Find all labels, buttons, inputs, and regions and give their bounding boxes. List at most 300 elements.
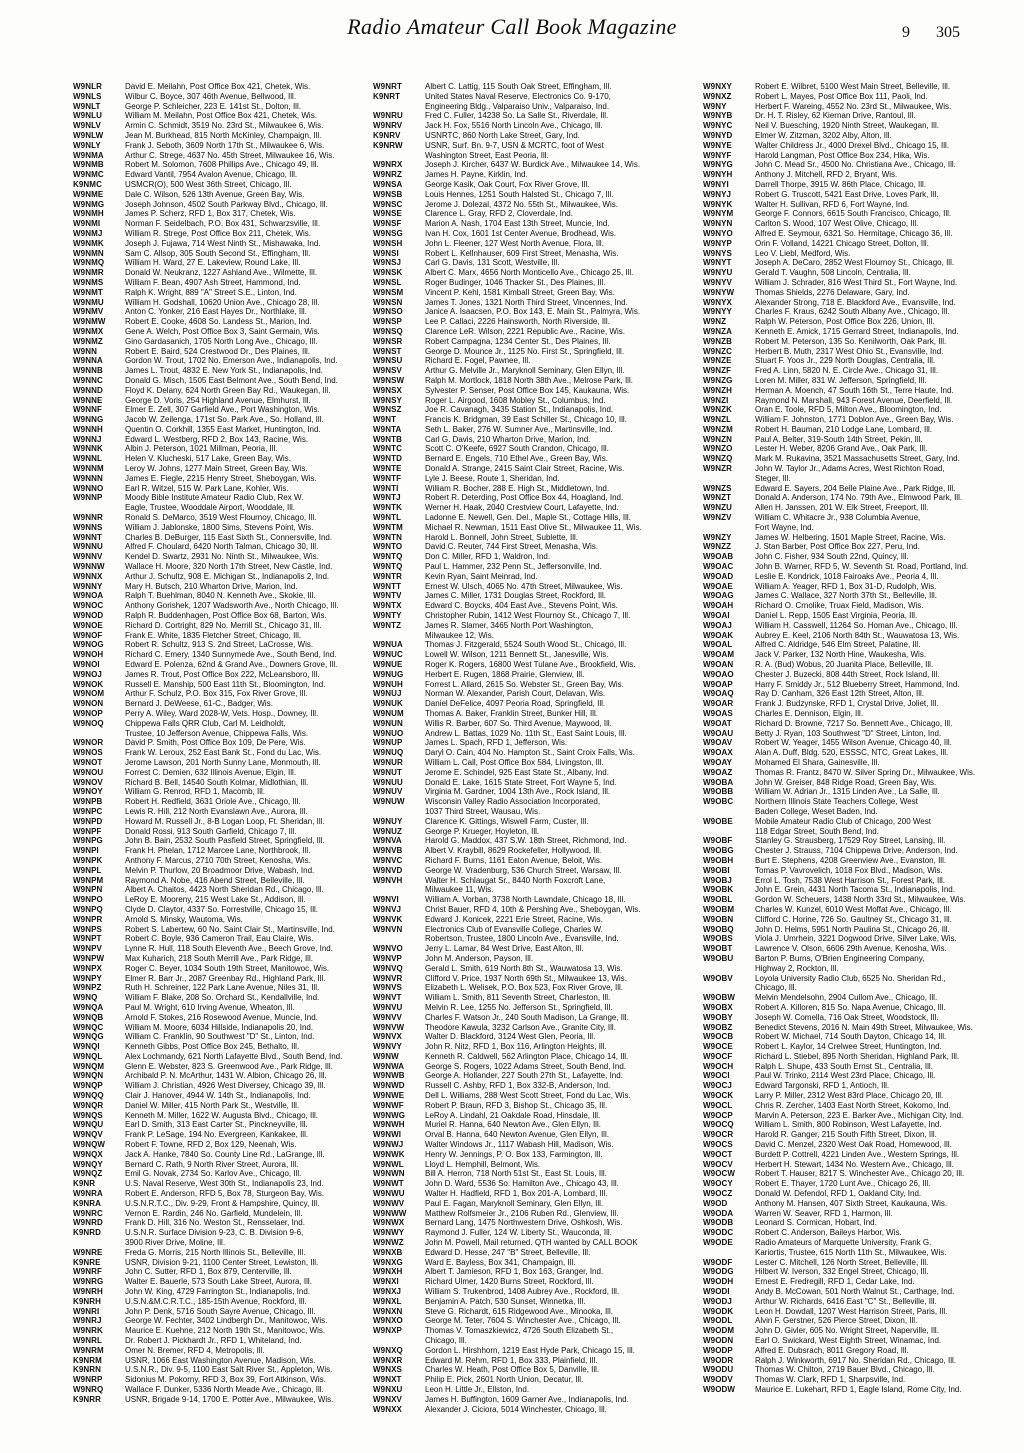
call-sign: W9NZT	[703, 493, 732, 503]
call-entry	[73, 180, 365, 190]
call-entry	[703, 229, 1001, 239]
call-sign: W9NQM	[73, 1061, 105, 1071]
entry-text: Milwaukee 12, Wis.	[425, 630, 494, 640]
call-entry	[373, 1003, 691, 1013]
entry-text: Jean M. Burkhead, 815 North McKinley, Champaign, Ill.	[125, 130, 322, 140]
call-sign: W9NSI	[373, 248, 399, 258]
call-sign	[373, 807, 425, 817]
entry-text: Richard Ulmer, 1420 Burns Street, Rockford, Ill.	[425, 1277, 594, 1287]
call-entry	[73, 1120, 365, 1130]
call-sign: W9OAS	[703, 709, 733, 718]
entry-text: David C. Reuter, 744 First Street, Menasha, Wis.	[425, 542, 598, 552]
call-entry	[373, 327, 691, 337]
call-entry	[73, 680, 365, 690]
entry-text: James L. Trout, 4832 E. New York St., Indianapolis, Ind.	[125, 366, 323, 376]
call-entry	[703, 964, 1001, 974]
call-entry	[703, 131, 1001, 141]
entry-text: Electronics Club of Evansville College, Charles W.	[425, 924, 603, 934]
call-entry	[703, 983, 1001, 993]
entry-text: Chippewa Falls QRR Club, Carl M. Leidholdt,	[125, 718, 286, 728]
call-entry	[703, 1297, 1001, 1307]
call-entry	[73, 993, 365, 1003]
call-sign: W9NWL	[373, 1159, 404, 1169]
call-entry	[703, 748, 1001, 758]
call-sign: W9NSW	[373, 375, 405, 385]
entry-text: Lynne R. Hull, 118 South Eleventh Ave., Beech Grove, Ind.	[125, 944, 333, 954]
call-entry	[373, 121, 691, 131]
call-sign: W9OBF	[703, 836, 733, 846]
entry-text: Alan A. Duff, Bldg. 520, ESSSC, NTC, Great Lakes, Ill.	[755, 748, 949, 758]
entry-text: Kariortis, Trustee, 615 North 11th St., Milwaukee, Wis.	[755, 1247, 947, 1257]
entry-text: Joseph W. Comella, 716 Oak Street, Woodstock, Ill.	[755, 1012, 939, 1022]
call-sign: W9OCP	[703, 1110, 733, 1120]
call-entry	[373, 827, 691, 837]
call-sign: K9NR	[73, 1179, 96, 1189]
call-sign: W9NSO	[373, 307, 403, 317]
call-sign: K9NRW	[373, 140, 403, 150]
entry-text: Bernard Lang, 1475 Northwestern Drive, Oshkosh, Wis.	[425, 1218, 623, 1228]
call-sign: W9NTQ	[373, 562, 403, 572]
entry-text: Darrell Thorpe, 3915 W. 86th Place, Chicago, Ill.	[755, 179, 927, 189]
entry-text: Frank P. LeSage, 194 No. Evergreen, Kankakee, Ill.	[125, 1130, 309, 1140]
call-sign: W9NQW	[73, 1140, 106, 1150]
entry-text: Viola J. Umrhein, 3221 Dogwood Drive, Silver Lake, Wis.	[755, 934, 957, 944]
call-entry	[73, 797, 365, 807]
entry-text: Frank J. Seboth, 3609 North 17th St., Milwaukee 6, Wis.	[125, 140, 325, 150]
entry-text: Clifford V. Price, 1937 North 69th St., Milwaukee 13, Wis.	[425, 973, 627, 983]
call-sign	[373, 885, 425, 895]
call-entry	[373, 934, 691, 944]
entry-text: Robert H. Bauman, 210 Lodge Lane, Lombard, Ill.	[755, 424, 932, 434]
entry-text: Arthur W. Richards, 6416 East "C" St., Belleville, Ill.	[755, 1296, 937, 1306]
call-sign: W9NMQ	[73, 258, 105, 268]
call-sign: W9OCL	[703, 1100, 733, 1110]
entry-text: Edward E. Sayers, 204 Belle Plaine Ave., Park Ridge, Ill.	[755, 483, 956, 493]
call-entry	[703, 1091, 1001, 1101]
call-entry	[703, 425, 1001, 435]
entry-text: George D. Voris, 254 Highland Avenue, Elmhurst, Ill.	[125, 395, 311, 405]
call-sign: W9NON	[73, 699, 104, 709]
call-entry	[73, 1169, 365, 1179]
call-entry	[373, 846, 691, 856]
entry-text: Elmer R. Barr Jr., 2087 Greenbay Rd., Highland Park, Ill.	[125, 973, 326, 983]
call-sign: W9ODV	[703, 1375, 733, 1385]
call-sign: W9OCB	[703, 1032, 734, 1042]
entry-text: Highway 2, Rockton, Ill.	[755, 963, 839, 973]
call-entry	[373, 82, 691, 92]
entry-text: Tomas P. Vavrovelich, 1018 Fox Blvd., Madison, Wis.	[755, 865, 943, 875]
call-sign: W9NN	[73, 346, 97, 356]
entry-text: Roger K. Rogers, 16800 West Tulane Ave., Brookfield, Wis.	[425, 660, 636, 670]
entry-text: John W. King, 4729 Farrington St., Indianapolis, Ind.	[125, 1287, 310, 1297]
call-entry	[703, 827, 1001, 837]
entry-text: Charles W. Kunzel, 6010 West Moffat Ave., Chicago, Ill.	[755, 904, 952, 914]
call-entry	[373, 151, 691, 161]
entry-text: Ronald S. DeMarco, 3519 West Flournoy, Chicago, Ill.	[125, 513, 317, 523]
entry-text: Joseph J. Fujawa, 714 West Ninth St., Mishawaka, Ind.	[125, 238, 321, 248]
entry-text: William J. Jablonske, 1800 Sims, Stevens Point, Wis.	[125, 522, 314, 532]
call-sign: W9NXZ	[703, 91, 732, 101]
call-sign: W9NRP	[73, 1375, 103, 1385]
call-sign	[373, 631, 425, 641]
call-entry	[703, 151, 1001, 161]
call-sign: W9NRI	[73, 1306, 100, 1316]
entry-text: George W. Fechter, 3402 Lindbergh Dr., Manitowoc, Wis.	[125, 1316, 328, 1326]
call-entry	[703, 729, 1001, 739]
call-entry	[73, 82, 365, 92]
call-sign: W9NRV	[373, 121, 403, 131]
entry-text: George A. Hollander, 227 South 27th St., Lafayette, Ind.	[425, 1071, 623, 1081]
entry-text: Richard E. Fogel, Pawnee, Ill.	[425, 356, 531, 366]
call-sign: W9NTF	[373, 473, 402, 483]
call-entry	[73, 1346, 365, 1356]
call-entry	[373, 209, 691, 219]
entry-text: Donald A. Strange, 2415 Saint Clair Street, Racine, Wis.	[425, 464, 625, 474]
entry-text: Engineering Bldg., Valparaiso Univ., Valparaiso, Ind.	[425, 101, 610, 111]
call-entry	[703, 141, 1001, 151]
entry-text: Thomas W. Chilton, 2719 Bauer Blvd., Chicago, Ill.	[755, 1365, 935, 1375]
call-entry	[373, 484, 691, 494]
call-sign: W9NQL	[73, 1051, 103, 1061]
call-entry	[703, 268, 1001, 278]
call-entry	[703, 817, 1001, 827]
call-sign: W9NZL	[703, 415, 732, 425]
listing-column-3	[703, 82, 1001, 1394]
call-entry	[373, 1218, 691, 1228]
call-entry	[373, 1140, 691, 1150]
call-entry	[703, 836, 1001, 846]
call-entry	[73, 317, 365, 327]
call-entry	[703, 866, 1001, 876]
entry-text: Muriel R. Hanna, 640 Newton Ave., Glen Ellyn, Ill.	[425, 1120, 601, 1130]
call-sign: W9OCF	[703, 1051, 733, 1061]
entry-text: Anthony M. Hansen, 407 Sixth Street, Kaukauna, Wis.	[755, 1198, 948, 1208]
call-entry	[703, 1189, 1001, 1199]
entry-text: Anthony J. Mitchell, RFD 2, Bryant, Wis.	[755, 170, 898, 180]
call-sign: W9NNA	[73, 356, 103, 366]
call-sign: W9NTE	[373, 464, 402, 474]
entry-text: Frank W. Leroux, 252 East Bank St., Fond du Lac, Wis.	[125, 748, 322, 758]
call-entry	[73, 925, 365, 935]
entry-text: George S. Rogers, 1022 Adams Street, South Bend, Ind.	[425, 1061, 627, 1071]
entry-text: Jacob W. Zeilenga, 171st So. Park Ave., So. Holland, Ill.	[125, 415, 324, 425]
entry-text: Benjamin A. Patch, 530 Sunset, Winnetka, Ill.	[425, 1296, 586, 1306]
entry-text: Robert E. Thayer, 1720 Lunt Ave., Chicago 26, Ill.	[755, 1179, 931, 1189]
entry-text: Clyde D. Claytor, 4337 So. Forrestville, Chicago 15, Ill.	[125, 904, 318, 914]
entry-text: James R. Trout, Post Office Box 222, McLeansboro, Ill.	[125, 669, 320, 679]
entry-text: Joseph J. Kircher, 6437 W. Burdick Ave., Milwaukee 14, Wis.	[425, 160, 641, 170]
call-sign: W9NVH	[373, 875, 403, 885]
entry-text: Kenneth R. Caldwell, 562 Arlington Place, Chicago 14, Ill.	[425, 1051, 629, 1061]
call-entry	[703, 1258, 1001, 1268]
entry-text: Radio Amateurs of Marquette University, Frank G.	[755, 1238, 932, 1248]
call-entry	[703, 444, 1001, 454]
entry-text: Archibald P. N. McArthur, 1431 W. Albion, Chicago 26, Ill.	[125, 1071, 327, 1081]
entry-text: Walter H. Schlaugat Sr., 8440 North Foxcroft Lane,	[425, 875, 606, 885]
call-sign: W9NWN	[373, 1169, 405, 1179]
call-sign: W9NVQ	[373, 963, 403, 973]
call-sign: W9OAX	[703, 748, 733, 758]
entry-text: Clarence L. Gray, RFD 2, Cloverdale, Ind.	[425, 209, 573, 219]
call-entry	[373, 425, 691, 435]
entry-text: William J. Schrader, 816 West Third St., Fort Wayne, Ind.	[755, 277, 958, 287]
call-entry	[703, 601, 1001, 611]
call-entry	[73, 1326, 365, 1336]
entry-text: Herbert H. Stewart, 1434 No. Western Ave., Chicago, Ill.	[755, 1159, 954, 1169]
call-sign: W9NLV	[73, 121, 101, 131]
call-entry	[373, 660, 691, 670]
entry-text: Gerald T. Vaughn, 508 Lincoln, Centralia, Ill.	[755, 268, 911, 278]
entry-text: Mark M. Rukavina, 3521 Massachusetts Street, Gary, Ind.	[755, 454, 960, 464]
call-sign: W9NXG	[373, 1257, 403, 1267]
call-entry	[373, 376, 691, 386]
call-sign: W9NZO	[703, 444, 733, 454]
call-entry	[73, 376, 365, 386]
entry-text: Russell E. Manship, 500 East 11th St., Bloomington, Ind.	[125, 679, 326, 689]
call-entry	[703, 905, 1001, 915]
call-entry	[703, 1111, 1001, 1121]
call-entry	[73, 944, 365, 954]
call-sign: W9ODI	[703, 1287, 730, 1297]
call-sign: W9OAT	[703, 718, 732, 728]
entry-text: Thomas R. Frantz, 8470 W. Silver Spring Dr., Milwaukee, Wis.	[755, 767, 976, 777]
call-sign: W9NOH	[73, 650, 104, 660]
entry-text: Hilbert W. Iverson, 332 Engel Street, Chicago, Ill.	[755, 1267, 929, 1277]
call-sign: W9NVK	[373, 914, 403, 924]
call-entry	[73, 572, 365, 582]
call-sign: W9NZV	[703, 513, 732, 523]
call-sign: W9NSC	[373, 199, 403, 209]
entry-text: Aubrey E. Keel, 2106 North 84th St., Wauwatosa 13, Wis.	[755, 630, 960, 640]
entry-text: United States Naval Reserve, Electronics Co. 9-170,	[425, 91, 611, 101]
entry-text: J. Stan Barber, Post Office Box 227, Peru, Ind.	[755, 542, 920, 552]
call-entry	[703, 1346, 1001, 1356]
entry-text: Christopher Rubin, 1412 West Flournoy St., Chicago 7, Ill.	[425, 611, 631, 621]
call-entry	[373, 493, 691, 503]
call-sign	[73, 503, 125, 513]
call-sign: W9NQA	[73, 1002, 104, 1012]
call-sign: W9NXL	[373, 1296, 402, 1306]
call-entry	[703, 1023, 1001, 1033]
call-entry	[703, 1130, 1001, 1140]
call-sign: W9ODK	[703, 1306, 734, 1316]
call-entry	[373, 729, 691, 739]
call-entry	[373, 817, 691, 827]
call-entry	[73, 1101, 365, 1111]
call-entry	[373, 758, 691, 768]
call-sign: W9NNV	[73, 552, 103, 562]
call-sign: W9NZC	[703, 346, 732, 356]
call-entry	[73, 699, 365, 709]
call-sign: W9OAL	[703, 640, 733, 650]
entry-text: Russell C. Ashby, RFD 1, Box 332-B, Anderson, Ind.	[425, 1081, 611, 1091]
call-sign: W9NVR	[373, 973, 403, 983]
call-sign: W9NTL	[373, 513, 402, 523]
call-entry	[703, 709, 1001, 719]
call-entry	[703, 1071, 1001, 1081]
call-entry	[73, 934, 365, 944]
call-sign: W9NWG	[373, 1110, 406, 1120]
entry-text: Wilbur C. Boyce, 307 46th Avenue, Bellwood, Ill.	[125, 91, 297, 101]
call-sign: W9ODN	[703, 1336, 734, 1345]
entry-text: David P. Smith, Post Office Box 109, De Pere, Wis.	[125, 738, 306, 748]
entry-text: Earl O. Swickard, West Eighth Street, Winamac, Ind.	[755, 1336, 942, 1345]
call-entry	[373, 591, 691, 601]
entry-text: George P. Schleicher, 223 E. 141st St., Dolton, Ill.	[125, 101, 301, 111]
call-sign	[703, 1248, 755, 1258]
entry-text: Ralph L. Shupe, 433 South Ernst St., Centralia, Ill.	[755, 1061, 933, 1071]
call-entry	[73, 239, 365, 249]
entry-text: David C. Menzel, 2320 West Oak Road, Homewood, Ill.	[755, 1140, 952, 1150]
call-sign: W9NQG	[73, 1032, 104, 1042]
call-entry	[373, 885, 691, 895]
listing-column-2	[373, 82, 691, 1414]
call-entry	[373, 562, 691, 572]
entry-text: William F. Blake, 208 So. Orchard St., Kendallville, Ind.	[125, 993, 320, 1003]
call-sign: W9NYC	[703, 121, 733, 131]
entry-text: Francis K. Bridgman, 39 East Schiller St., Chicago 10, Ill.	[425, 415, 627, 425]
entry-text: John L. Fleener, 127 West North Avenue, Flora, Ill.	[425, 238, 604, 248]
entry-text: Kenneth M. Miller, 1622 W. Augusta Blvd., Chicago, Ill.	[125, 1110, 318, 1120]
entry-text: Omer N. Bremer, RFD 4, Metropolis, Ill.	[125, 1345, 265, 1355]
call-entry	[703, 1199, 1001, 1209]
call-entry	[73, 758, 365, 768]
entry-text: John W. Greiser, 848 Ridge Road, Green Bay, Wis.	[755, 777, 937, 787]
page-numbers	[902, 24, 960, 42]
call-sign: W9NXH	[373, 1267, 403, 1277]
entry-text: Gordon W. Scheuers, 1438 North 33rd St., Milwaukee, Wis.	[755, 895, 966, 905]
call-sign: W9NPI	[73, 846, 99, 856]
call-entry	[703, 1052, 1001, 1062]
call-entry	[373, 787, 691, 797]
entry-text: Donald W. Neukranz, 1227 Ashland Ave., Wilmette, Ill.	[125, 268, 317, 278]
call-sign: W9ODC	[703, 1228, 734, 1238]
call-sign: W9OBE	[703, 816, 733, 826]
entry-text: Arthur F. Schulz, P.O. Box 315, Fox River Grove, Ill.	[125, 689, 308, 699]
call-sign: K9NRA	[73, 1198, 102, 1208]
entry-text: Robert Campagna, 1234 Center St., Des Plaines, Ill.	[425, 336, 611, 346]
entry-text: Daniel W. Miller, 415 North Park St., Westville, Ill.	[125, 1100, 300, 1110]
entry-text: Fred A. Linn, 5820 N. E. Circle Ave., Chicago 31, Ill.	[755, 366, 939, 376]
entry-text: Marvin A. Peterson, 223 E. Barker Ave., Michigan City, Ind.	[755, 1110, 964, 1120]
call-sign: W9NQZ	[73, 1169, 103, 1179]
entry-text: Barton P. Burns, O'Brien Engineering Company,	[755, 953, 925, 963]
call-entry	[373, 1160, 691, 1170]
call-sign: W9OBA	[703, 777, 734, 787]
call-entry	[73, 974, 365, 984]
call-entry	[703, 1356, 1001, 1366]
call-entry	[73, 650, 365, 660]
call-sign: W9NTC	[373, 444, 402, 454]
entry-text: Willis R. Barber, 607 So. Third Avenue, Maywood, Ill.	[425, 718, 612, 728]
entry-text: R. A. (Bud) Wobus, 20 Juanita Place, Belleville, Ill.	[755, 660, 934, 670]
call-entry	[73, 748, 365, 758]
call-entry	[373, 386, 691, 396]
entry-text: Elizabeth L. Welisek, P.O. Box 523, Fox River Grove, Ill.	[425, 983, 624, 993]
call-entry	[73, 1160, 365, 1170]
call-sign: W9OBB	[703, 787, 734, 797]
entry-text: Gino Gardasanich, 1705 North Long Ave., Chicago, Ill.	[125, 336, 318, 346]
call-sign: W9NQN	[73, 1071, 104, 1081]
call-entry	[73, 1032, 365, 1042]
entry-text: Robert L. Mayes, Post Office Box 111, Paoli, Ind.	[755, 91, 928, 101]
call-sign: W9NRT	[373, 82, 402, 91]
call-sign: W9NWE	[373, 1091, 405, 1101]
entry-text: Walter H. Hadfield, RFD 1, Box 201-A, Lombard, Ill.	[425, 1189, 608, 1199]
entry-text: Kendel D. Swartz, 2931 No. Ninth St., Milwaukee, Wis.	[125, 552, 319, 562]
call-entry	[73, 337, 365, 347]
call-sign: W9NMK	[73, 238, 104, 248]
call-sign: W9ODJ	[703, 1296, 732, 1306]
call-sign: W9NSA	[373, 179, 403, 189]
call-sign: W9NSN	[373, 297, 403, 307]
call-entry	[373, 621, 691, 631]
call-sign: W9NNL	[73, 454, 102, 464]
call-sign: W9NME	[73, 189, 104, 199]
entry-text: Robert L. Kellnhauser, 609 First Street, Menasha, Wis.	[425, 248, 619, 258]
entry-text: Herman A. Moench, 47 South 16th St., Terre Haute, Ind.	[755, 385, 954, 395]
call-entry	[373, 229, 691, 239]
call-sign: W9OCJ	[703, 1081, 732, 1091]
entry-text: USNR, 1066 East Washington Avenue, Madison, Wis.	[125, 1355, 316, 1365]
call-sign: W9NPW	[73, 953, 105, 963]
call-sign: W9NZG	[703, 375, 733, 385]
entry-text: Albert C. Marx, 4656 North Monticello Ave., Chicago 25, Ill.	[425, 268, 634, 278]
call-entry	[703, 366, 1001, 376]
call-entry	[73, 131, 365, 141]
call-entry	[73, 846, 365, 856]
call-entry	[703, 180, 1001, 190]
entry-text: Robert A. Killoren, 815 So. Napa Avenue, Chicago, Ill.	[755, 1002, 946, 1012]
call-sign: W9NNW	[73, 562, 105, 572]
call-sign: W9OAD	[703, 571, 734, 581]
entry-text: William S. Trukenbrod, 1408 Aubrey Ave., Rockford, Ill.	[425, 1287, 620, 1297]
call-sign	[703, 807, 755, 817]
call-sign: W9NUM	[373, 709, 404, 718]
entry-text: William L. Call, Post Office Box 584, Livingston, Ill.	[425, 757, 604, 767]
call-entry	[703, 503, 1001, 513]
entry-text: Carl G. Davis, 210 Wharton Drive, Marion, Ind.	[425, 434, 591, 444]
call-sign: W9NZA	[703, 326, 732, 336]
entry-text: Paul L. Hammer, 232 Penn St., Jeffersonville, Ind.	[425, 562, 602, 572]
call-sign	[703, 474, 755, 484]
call-entry	[73, 1267, 365, 1277]
call-entry	[703, 327, 1001, 337]
call-sign: W9NXS	[373, 1365, 402, 1375]
entry-text: Lawrence V. Olson, 6606 29th Avenue, Kenosha, Wis.	[755, 944, 947, 954]
call-sign: W9NZB	[703, 336, 732, 346]
call-entry	[703, 876, 1001, 886]
call-entry	[73, 1052, 365, 1062]
call-entry	[703, 699, 1001, 709]
call-sign: K9NRV	[373, 130, 401, 140]
call-entry	[703, 111, 1001, 121]
call-entry	[73, 474, 365, 484]
call-sign: W9NOV	[73, 777, 103, 787]
call-sign: W9NRX	[373, 160, 403, 170]
call-entry	[703, 121, 1001, 131]
entry-text: Jack A. Hanke, 7840 So. County Line Rd., LaGrange, Ill.	[125, 1149, 325, 1159]
call-entry	[703, 689, 1001, 699]
entry-text: Clarence LeR. Wilson, 2221 Republic Ave., Racine, Wis.	[425, 326, 625, 336]
call-entry	[373, 405, 691, 415]
call-sign: W9OBX	[703, 1002, 733, 1012]
entry-text: Ralph R. Buddenhagen, Post Office Box 68, Barton, Wis.	[125, 611, 327, 621]
call-sign: W9NRD	[73, 1218, 103, 1228]
call-entry	[703, 386, 1001, 396]
call-sign: W9NQB	[73, 1012, 104, 1022]
call-entry	[373, 1062, 691, 1072]
